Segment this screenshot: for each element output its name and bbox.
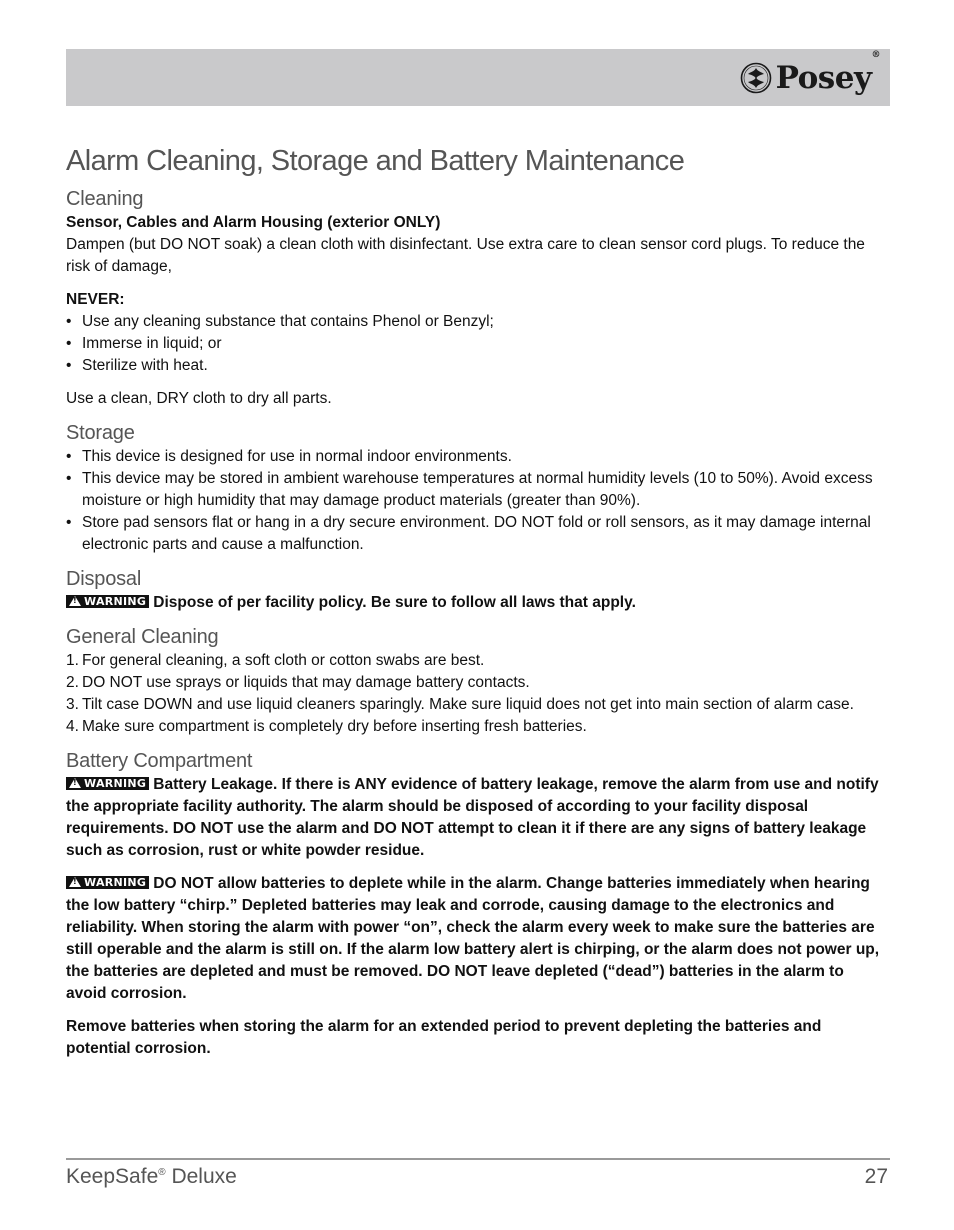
cleaning-intro: Dampen (but DO NOT soak) a clean cloth with disinfectant. Use extra care to clean sensor cord plugs. To reduce the risk of damage, xyxy=(66,236,865,275)
battery-warning-deplete: !WARNING DO NOT allow batteries to deplete while in the alarm. Change batteries immediately when hearing the low battery “chirp.” Depleted batteries may leak and corrode, causing damage to the electronics and reliability. When storing the alarm with power “on”, check the alarm every week to make sure the batteries are still operable and the alarm is still on. If the alarm low battery alert is chirping, or the alarm does not power up, the batteries are depleted and must be removed. DO NOT leave depleted (“dead”) batteries in the alarm to avoid corrosion. xyxy=(66,873,886,1005)
list-item: • Store pad sensors flat or hang in a dry secure environment. DO NOT fold or roll sensors, as it may damage internal electronic parts and cause a malfunction. xyxy=(66,514,871,553)
storage-section xyxy=(66,420,886,556)
battery-warning-leakage: !WARNING Battery Leakage. If there is ANY evidence of battery leakage, remove the alarm from use and notify the appropriate facility authority. The alarm should be disposed of according to your facility disposal requirements. DO NOT use the alarm and DO NOT attempt to clean it if there are any signs of battery leakage such as corrosion, rust or white powder residue. xyxy=(66,774,886,862)
battery-remove-note: Remove batteries when storing the alarm for an extended period to prevent depleting the batteries and potential corrosion. xyxy=(66,1018,822,1057)
list-item: • Use any cleaning substance that contains Phenol or Benzyl; xyxy=(66,313,494,330)
page-number: 27 xyxy=(864,1165,888,1188)
list-item: 1. For general cleaning, a soft cloth or cotton swabs are best. xyxy=(66,652,485,669)
page-title: Alarm Cleaning, Storage and Battery Maintenance xyxy=(66,145,685,177)
list-item: • Immerse in liquid; or xyxy=(66,335,222,352)
warning-badge: !WARNING xyxy=(66,876,149,889)
header-band xyxy=(66,49,890,106)
cleaning-heading: Cleaning xyxy=(66,188,144,210)
general-cleaning-list xyxy=(66,650,886,738)
list-item: 4. Make sure compartment is completely dry before inserting fresh batteries. xyxy=(66,718,587,735)
disposal-section xyxy=(66,566,886,614)
cleaning-subheading: Sensor, Cables and Alarm Housing (exterior ONLY) xyxy=(66,214,441,231)
never-label: NEVER: xyxy=(66,291,125,308)
disposal-warning: !WARNING Dispose of per facility policy. Be sure to follow all laws that apply. xyxy=(66,592,886,614)
warning-triangle-icon xyxy=(69,596,81,606)
logo-wordmark: Posey® xyxy=(775,49,880,96)
page-content xyxy=(66,142,886,1070)
general-cleaning-heading: General Cleaning xyxy=(66,626,219,648)
footer-divider xyxy=(66,1158,890,1160)
posey-logo xyxy=(740,49,880,99)
warning-badge: !WARNING xyxy=(66,595,149,608)
general-cleaning-section xyxy=(66,624,886,738)
list-item: • This device may be stored in ambient warehouse temperatures at normal humidity levels (10 to 50%). Avoid excess moisture or high humidity that may damage product materials (greater than 90%). xyxy=(66,470,873,509)
warning-triangle-icon xyxy=(69,778,81,788)
cleaning-section xyxy=(66,186,886,410)
storage-list xyxy=(66,446,886,556)
battery-heading: Battery Compartment xyxy=(66,750,253,772)
warning-badge: !WARNING xyxy=(66,777,149,790)
posey-emblem-icon xyxy=(740,62,772,94)
footer-product-name: KeepSafe® Deluxe xyxy=(66,1165,237,1188)
battery-section xyxy=(66,748,886,1060)
disposal-heading: Disposal xyxy=(66,568,142,590)
never-list xyxy=(66,311,886,377)
list-item: • Sterilize with heat. xyxy=(66,357,208,374)
storage-heading: Storage xyxy=(66,422,135,444)
warning-triangle-icon xyxy=(69,877,81,887)
list-item: 3. Tilt case DOWN and use liquid cleaners sparingly. Make sure liquid does not get into main section of alarm case. xyxy=(66,696,854,713)
list-item: • This device is designed for use in normal indoor environments. xyxy=(66,448,512,465)
list-item: 2. DO NOT use sprays or liquids that may damage battery contacts. xyxy=(66,674,530,691)
dry-note: Use a clean, DRY cloth to dry all parts. xyxy=(66,390,332,407)
